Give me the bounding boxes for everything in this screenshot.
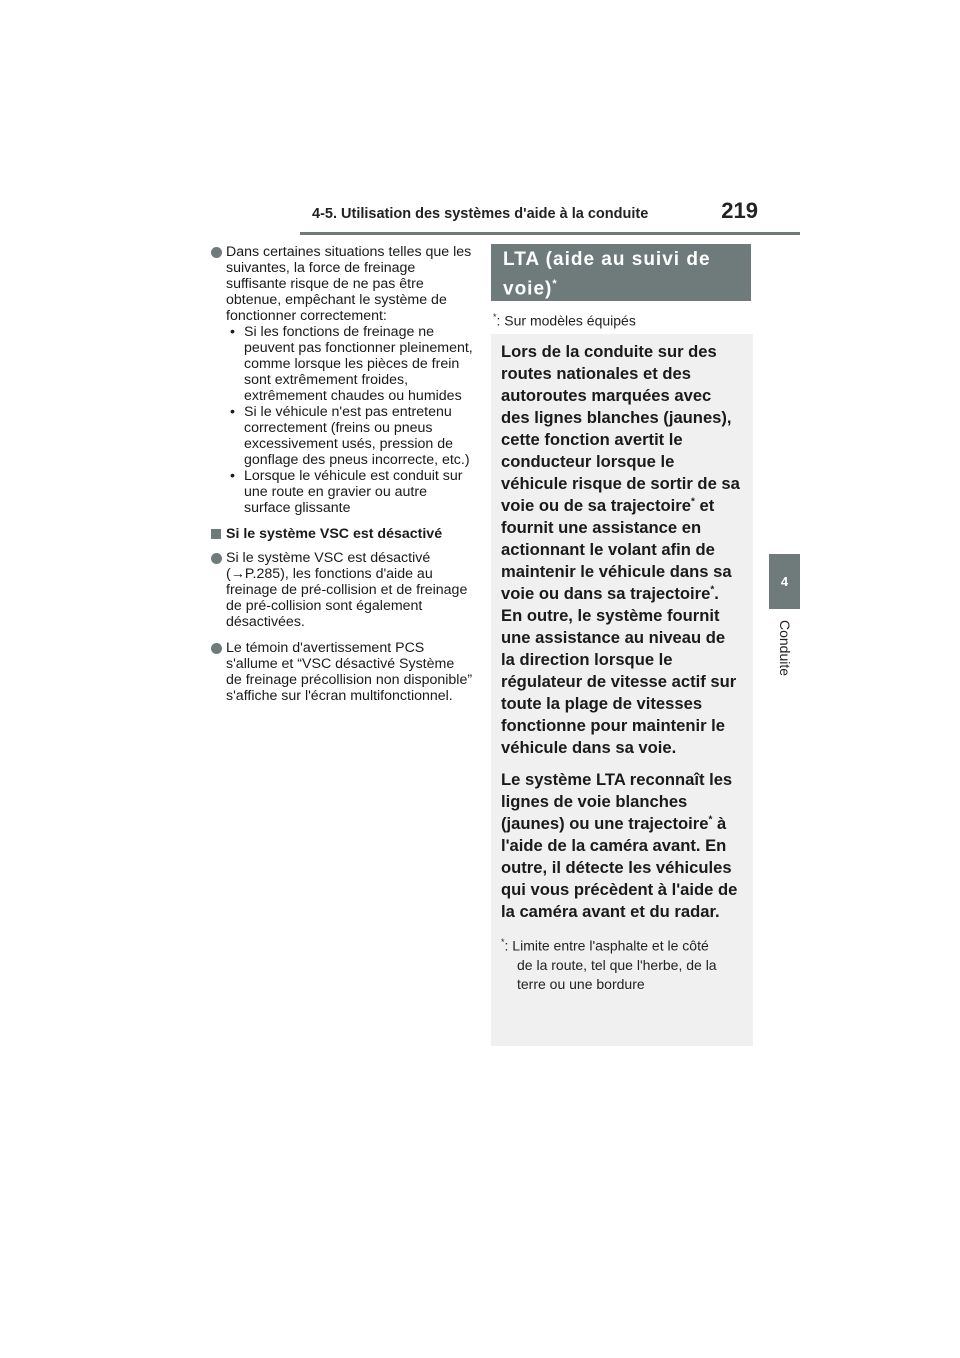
- square-bullet-icon: [211, 529, 221, 539]
- chapter-number: 4: [780, 574, 789, 589]
- bullet-text: Dans certaines situations telles que les suivantes, la force de freinage suffisante risque de ne pas être obtenue, empêchant le système de fonctionner correctement:: [226, 244, 472, 324]
- bullet-dot-icon: [211, 247, 222, 258]
- bullet-paragraph: [211, 640, 473, 704]
- sub-item: • Si les fonctions de freinage ne peuvent pas fonctionner pleinement, comme lorsque les pièces de frein sont extrêmement froides, extrêmement chaudes ou humides: [230, 324, 473, 404]
- bullet-text: Le témoin d'avertissement PCS s'allume et “VSC désactivé Système de freinage précollision non disponible” s'affiche sur l'écran multifonctionnel.: [226, 640, 473, 704]
- info-footnote: *: Limite entre l'asphalte et le côté de la route, tel que l'herbe, de la terre ou une bordure: [501, 937, 717, 992]
- header-rule: [300, 232, 800, 235]
- chapter-tab[interactable]: [769, 554, 800, 609]
- page-header: [300, 196, 800, 236]
- bullet-dot-icon: [211, 643, 222, 654]
- lta-title: LTA (aide au suivi de voie): [503, 249, 711, 300]
- bullet-text[interactable]: Si le système VSC est désactivé (→P.285), les fonctions d'aide au freinage de pré-collision et de freinage de pré-collision sont également désactivées.: [226, 550, 468, 630]
- info-box: [491, 334, 753, 1046]
- section-heading: Si le système VSC est désactivé: [211, 526, 473, 542]
- bullet-paragraph: [211, 244, 473, 516]
- chapter-label: Conduite: [777, 620, 793, 677]
- info-paragraph: Le système LTA reconnaît les lignes de voie blanches (jaunes) ou une trajectoire* à l'aide de la caméra avant. En outre, il détecte les véhicules qui vous précèdent à l'aide de la caméra avant et du radar.: [501, 770, 738, 921]
- page-number: 219: [721, 198, 758, 223]
- lta-section-header: LTA (aide au suivi de voie)*: [491, 244, 751, 301]
- info-paragraph: Lors de la conduite sur des routes nationales et des autoroutes marquées avec des lignes blanches (jaunes), cette fonction avertit le conducteur lorsque le véhicule risque de sortir de sa voie ou de sa trajectoire* et fournit une assistance en actionnant le volant afin de maintenir le véhicule dans sa voie ou dans sa trajectoire*. En outre, le système fournit une assistance au niveau de la direction lorsque le régulateur de vitesse actif sur toute la plage de vitesses fonctionne pour maintenir le véhicule dans sa voie.: [501, 342, 740, 757]
- bullet-dot-icon: [211, 553, 222, 564]
- left-column: [211, 244, 473, 714]
- equipped-footnote: *: Sur modèles équipés: [493, 312, 636, 329]
- sub-item: • Si le véhicule n'est pas entretenu correctement (freins ou pneus excessivement usés, pression de gonflage des pneus incorrecte, etc.): [230, 404, 470, 468]
- bullet-paragraph: [211, 550, 473, 630]
- sub-item: • Lorsque le véhicule est conduit sur une route en gravier ou autre surface glissante: [230, 468, 463, 516]
- section-title: 4-5. Utilisation des systèmes d'aide à la conduite: [312, 206, 649, 222]
